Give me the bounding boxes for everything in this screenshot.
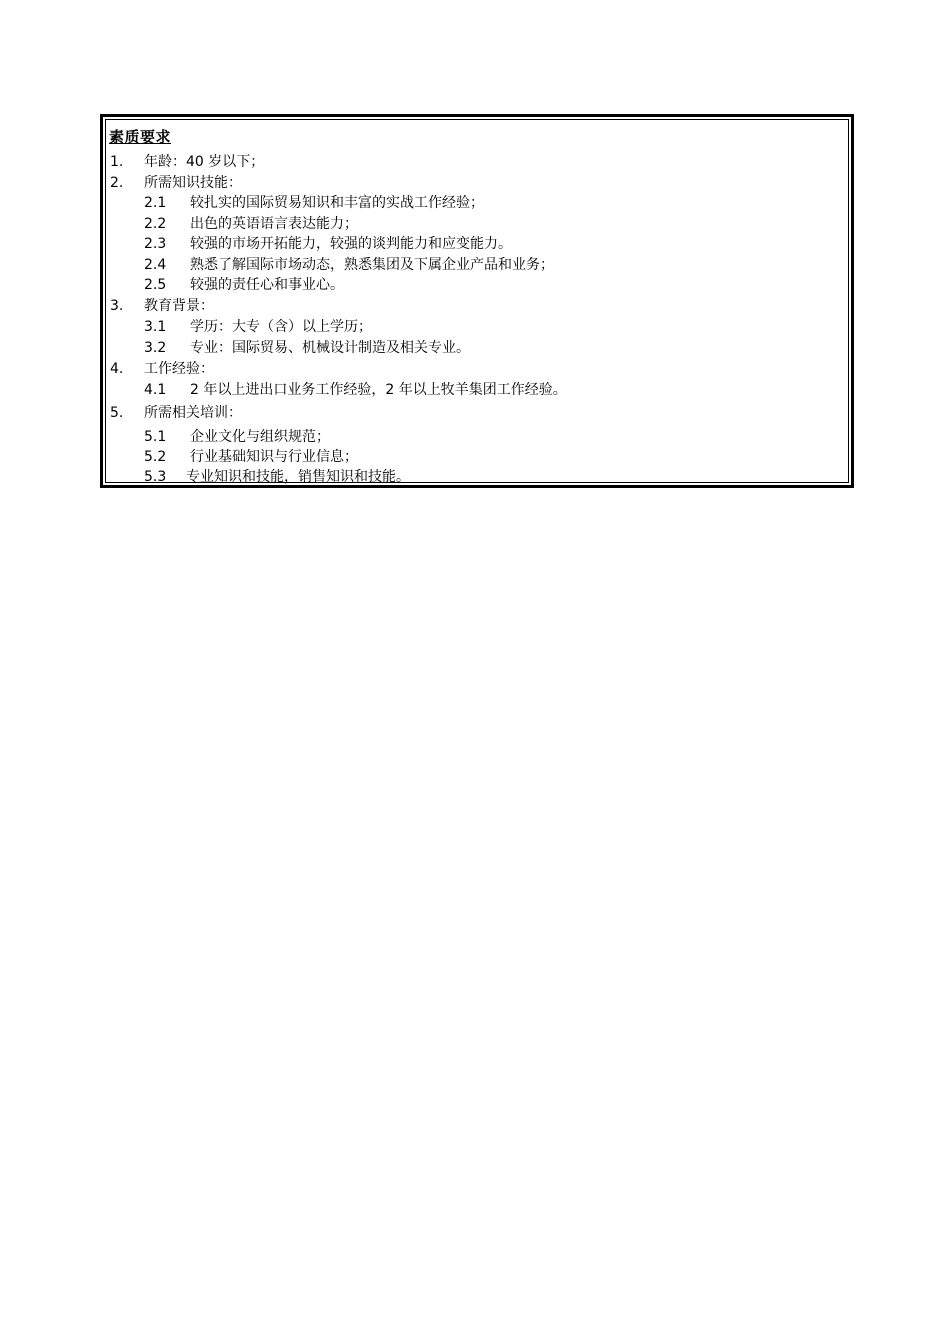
item-text: 行业基础知识与行业信息；	[190, 449, 358, 465]
item-text: 学历：大专（含）以上学历；	[190, 319, 372, 335]
item-text: 专业知识和技能，销售知识和技能。	[186, 469, 410, 485]
item-number: 2.1	[144, 195, 167, 211]
item-text: 教育背景：	[144, 298, 214, 314]
item-number: 5.3	[144, 469, 167, 485]
item-number: 3.	[110, 298, 124, 314]
section-title: 素质要求	[109, 128, 172, 146]
item-text: 所需知识技能：	[144, 175, 242, 191]
item-number: 1.	[110, 154, 124, 170]
item-number: 2.4	[144, 257, 167, 273]
item-number: 3.1	[144, 319, 167, 335]
requirements-box-inner	[105, 119, 849, 483]
item-number: 2.3	[144, 236, 167, 252]
item-text: 所需相关培训：	[144, 405, 242, 421]
item-number: 5.2	[144, 449, 167, 465]
item-number: 4.	[110, 361, 124, 377]
item-number: 2.2	[144, 216, 167, 232]
item-number: 5.1	[144, 429, 167, 445]
item-text: 2 年以上进出口业务工作经验，2 年以上牧羊集团工作经验。	[190, 382, 567, 398]
item-number: 5.	[110, 405, 124, 421]
item-text: 较强的责任心和事业心。	[190, 277, 344, 293]
item-text: 较扎实的国际贸易知识和丰富的实战工作经验；	[190, 195, 484, 211]
requirements-box	[100, 114, 854, 488]
item-text: 工作经验：	[144, 361, 214, 377]
item-number: 3.2	[144, 340, 167, 356]
item-number: 2.	[110, 175, 124, 191]
item-number: 2.5	[144, 277, 167, 293]
item-text: 专业：国际贸易、机械设计制造及相关专业。	[190, 340, 470, 356]
item-text: 年龄：40 岁以下；	[144, 154, 265, 170]
item-text: 出色的英语语言表达能力；	[190, 216, 358, 232]
item-text: 较强的市场开拓能力，较强的谈判能力和应变能力。	[190, 236, 512, 252]
item-text: 熟悉了解国际市场动态，熟悉集团及下属企业产品和业务；	[190, 257, 554, 273]
item-number: 4.1	[144, 382, 167, 398]
item-text: 企业文化与组织规范；	[190, 429, 330, 445]
